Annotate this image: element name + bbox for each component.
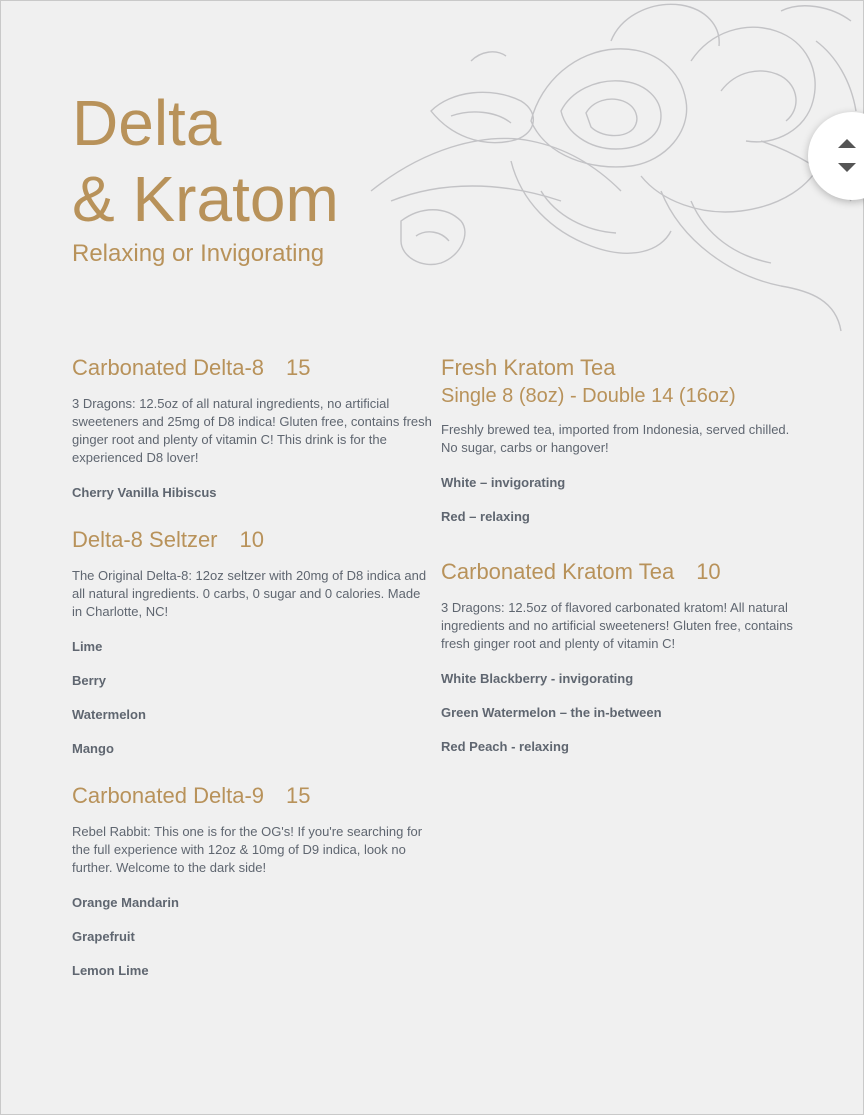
flavor-item: Red – relaxing: [441, 509, 530, 524]
flavor-item: Green Watermelon – the in-between: [441, 705, 662, 720]
section-description: The Original Delta-8: 12oz seltzer with 20mg of D8 indica and all natural ingredients. 0 carbs, 0 sugar and 0 calories. Made in Charlotte, NC!: [72, 568, 427, 619]
scroll-down-icon[interactable]: [838, 163, 856, 172]
flavor-item: Cherry Vanilla Hibiscus: [72, 485, 217, 500]
section-description: 3 Dragons: 12.5oz of flavored carbonated kratom! All natural ingredients and no artificial sweeteners! Gluten free, contains fresh ginger root and plenty of vitamin C!: [441, 600, 793, 651]
section-carbonated-kratom-tea: [441, 557, 801, 755]
page-subtitle: Relaxing or Invigorating: [72, 240, 325, 267]
section-name: Carbonated Delta-9: [72, 783, 265, 808]
section-description: Freshly brewed tea, imported from Indonesia, served chilled. No sugar, carbs or hangover!: [441, 422, 790, 455]
section-fresh-kratom-tea: [441, 353, 801, 525]
section-title: [72, 525, 432, 555]
flavor-item: Mango: [72, 741, 114, 756]
flavor-item: Lime: [72, 639, 103, 654]
flavor-item: Orange Mandarin: [72, 895, 179, 910]
section-carbonated-delta-8: [72, 353, 432, 501]
section-title: [441, 353, 801, 383]
section-name: Fresh Kratom Tea: [441, 355, 616, 380]
section-description: Rebel Rabbit: This one is for the OG's! If you're searching for the full experience with 12oz & 10mg of D9 indica, look no further. Welcome to the dark side!: [72, 824, 423, 875]
flavor-item: Watermelon: [72, 707, 146, 722]
section-title: [72, 781, 432, 811]
flavor-item: White – invigorating: [441, 475, 566, 490]
section-price: 15: [286, 783, 311, 808]
flavor-item: Berry: [72, 673, 106, 688]
section-name: Delta-8 Seltzer: [72, 527, 218, 552]
flavor-item: Grapefruit: [72, 929, 135, 944]
page-title: [72, 85, 339, 237]
section-price: 10: [239, 527, 264, 552]
section-title: [441, 557, 801, 587]
flower-illustration: [361, 1, 864, 341]
section-description: 3 Dragons: 12.5oz of all natural ingredients, no artificial sweeteners and 25mg of D8 indica! Gluten free, contains fresh ginger root and plenty of vitamin C! This drink is for the experienced D8 lover!: [72, 396, 432, 465]
scroll-up-icon[interactable]: [838, 139, 856, 148]
flavor-item: White Blackberry - invigorating: [441, 671, 634, 686]
section-carbonated-delta-9: [72, 781, 432, 979]
title-line-1: Delta: [72, 87, 222, 159]
section-name: Carbonated Delta-8: [72, 355, 265, 380]
flavor-item: Red Peach - relaxing: [441, 739, 569, 754]
section-name: Carbonated Kratom Tea: [441, 559, 675, 584]
section-subtitle: Single 8 (8oz) - Double 14 (16oz): [441, 385, 736, 407]
section-price: 15: [286, 355, 311, 380]
title-line-2: & Kratom: [72, 163, 339, 235]
section-price: 10: [696, 559, 721, 584]
left-column: [72, 353, 432, 1003]
right-column: [441, 353, 801, 779]
section-title: [72, 353, 432, 383]
section-delta-8-seltzer: [72, 525, 432, 757]
flavor-item: Lemon Lime: [72, 963, 149, 978]
